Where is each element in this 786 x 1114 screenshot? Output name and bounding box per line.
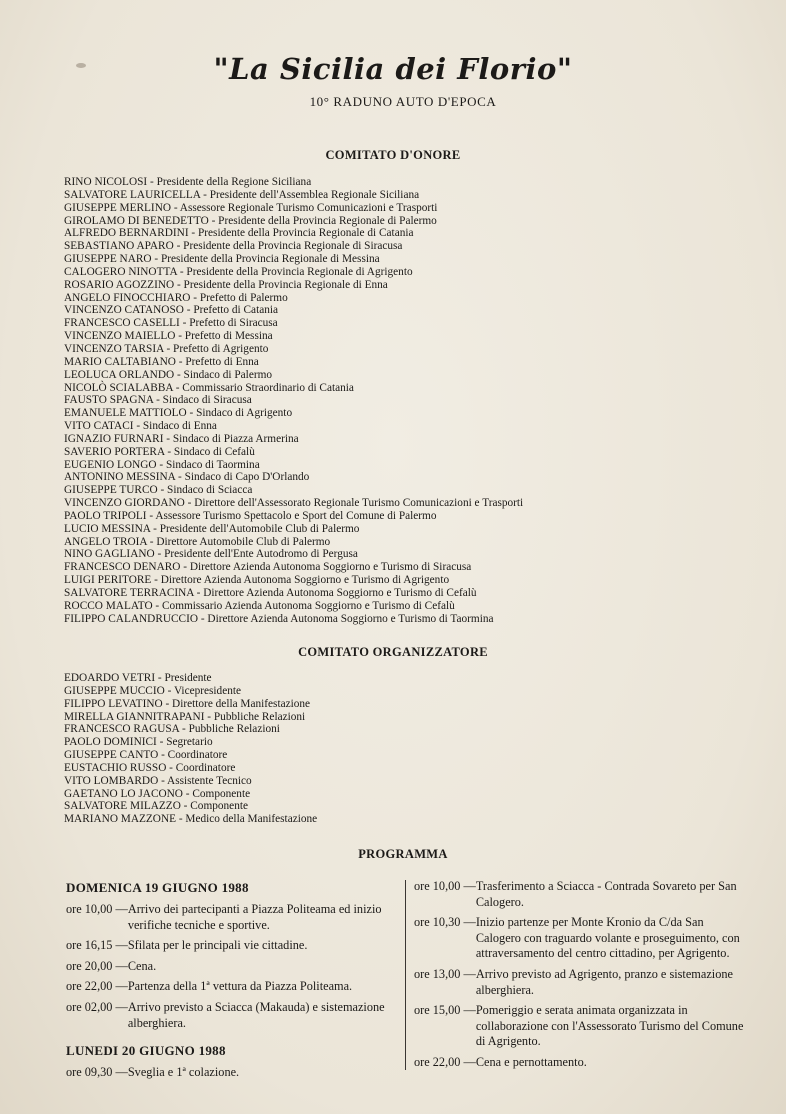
entry-text: Partenza della 1ª vettura da Piazza Politeama. — [127, 979, 353, 994]
entry-time: ore 15,00 — — [414, 1003, 476, 1018]
onore-member: LUCIO MESSINA - Presidente dell'Automobile Club di Palermo — [64, 522, 360, 535]
onore-member: FAUSTO SPAGNA - Sindaco di Siracusa — [64, 394, 252, 407]
entry-time: ore 10,00 — — [414, 879, 476, 893]
right-entry — [414, 915, 744, 962]
organizzatore-member: PAOLO DOMINICI - Segretario — [64, 736, 213, 749]
comitato-organizzatore-list — [64, 672, 317, 826]
right-entries — [414, 879, 744, 1071]
column-divider — [405, 880, 406, 1070]
entry-text: Sveglia e 1ª colazione. — [127, 1065, 240, 1080]
onore-member: EUGENIO LONGO - Sindaco di Taormina — [64, 458, 260, 471]
onore-member: FRANCESCO DENARO - Direttore Azienda Autonoma Soggiorno e Turismo di Siracusa — [64, 561, 472, 574]
onore-member: EMANUELE MATTIOLO - Sindaco di Agrigento — [64, 407, 293, 420]
programma-heading: PROGRAMMA — [358, 847, 448, 861]
day1-entry — [66, 979, 401, 995]
right-entry — [414, 1003, 744, 1050]
onore-member: LUIGI PERITORE - Direttore Azienda Autonoma Soggiorno e Turismo di Agrigento — [64, 574, 450, 587]
organizzatore-member: MARIANO MAZZONE - Medico della Manifestazione — [64, 813, 318, 826]
organizzatore-member: EDOARDO VETRI - Presidente — [64, 672, 212, 684]
entry-text: Arrivo previsto ad Agrigento, pranzo e sistemazione alberghiera. — [475, 966, 733, 997]
entry-time: ore 22,00 — — [414, 1054, 476, 1069]
right-entry — [414, 1055, 744, 1071]
right-entry — [414, 967, 744, 998]
entry-text: Cena e pernottamento. — [475, 1054, 587, 1069]
organizzatore-member: FRANCESCO RAGUSA - Pubbliche Relazioni — [64, 723, 280, 736]
day1-entry — [66, 938, 401, 954]
onore-member: VINCENZO TARSIA - Prefetto di Agrigento — [64, 342, 269, 355]
day1-entry — [66, 1000, 401, 1031]
onore-member: LEOLUCA ORLANDO - Sindaco di Palermo — [64, 368, 273, 381]
entry-time: ore 09,30 — — [66, 1065, 128, 1080]
onore-member: NINO GAGLIANO - Presidente dell'Ente Autodromo di Pergusa — [64, 548, 358, 561]
organizzatore-member: MIRELLA GIANNITRAPANI - Pubbliche Relazioni — [64, 710, 306, 723]
entry-time: ore 10,00 — — [66, 902, 128, 916]
entry-text: Trasferimento a Sciacca - Contrada Sovareto per San Calogero. — [475, 879, 737, 909]
comitato-onore-heading: COMITATO D'ONORE — [325, 148, 461, 162]
onore-member: ANGELO FINOCCHIARO - Prefetto di Palermo — [64, 291, 288, 304]
onore-member: PAOLO TRIPOLI - Assessore Turismo Spettacolo e Sport del Comune di Palermo — [64, 509, 437, 522]
right-entry — [414, 879, 744, 910]
onore-member: SAVERIO PORTERA - Sindaco di Cefalù — [64, 445, 255, 458]
organizzatore-member: GIUSEPPE CANTO - Coordinatore — [64, 749, 228, 762]
day1-entries — [66, 902, 401, 1031]
day1-entry — [66, 959, 401, 975]
onore-member: ANTONINO MESSINA - Sindaco di Capo D'Orlando — [64, 471, 310, 484]
comitato-onore-list — [64, 176, 523, 626]
onore-member: VINCENZO MAIELLO - Prefetto di Messina — [64, 330, 273, 343]
organizzatore-member: SALVATORE MILAZZO - Componente — [64, 800, 248, 813]
onore-member: VINCENZO CATANOSO - Prefetto di Catania — [64, 304, 279, 317]
document-title: "La Sicilia dei Florio" — [213, 52, 573, 86]
onore-member: ANGELO TROIA - Direttore Automobile Club di Palermo — [64, 535, 331, 548]
onore-member: SALVATORE LAURICELLA - Presidente dell'Assemblea Regionale Siciliana — [64, 188, 420, 201]
entry-time: ore 16,15 — — [66, 938, 128, 953]
onore-member: SALVATORE TERRACINA - Direttore Azienda Autonoma Soggiorno e Turismo di Cefalù — [64, 587, 477, 599]
entry-text: Sfilata per le principali vie cittadine. — [127, 938, 308, 953]
onore-member: VINCENZO GIORDANO - Direttore dell'Assessorato Regionale Turismo Comunicazioni e Trasporti — [64, 497, 524, 510]
entry-text: Cena. — [127, 958, 157, 973]
entry-time: ore 13,00 — — [414, 966, 476, 981]
comitato-organizzatore-heading: COMITATO ORGANIZZATORE — [298, 645, 488, 659]
onore-member: MARIO CALTABIANO - Prefetto di Enna — [64, 355, 259, 368]
entry-text: Inizio partenze per Monte Kronio da C/da San Calogero con traguardo volante e proseguimento, con attraversamento del centro cittadino, per Agrigento. — [475, 915, 740, 961]
entry-text: Pomeriggio e serata animata organizzata in collaborazione con l'Assessorato Turismo del Comune di Agrigento. — [475, 1003, 744, 1049]
programma-right-column — [414, 879, 744, 1076]
onore-member: GIUSEPPE NARO - Presidente della Provincia Regionale di Messina — [64, 253, 380, 266]
programma-left-column — [66, 880, 401, 1086]
onore-member: GIUSEPPE MERLINO - Assessore Regionale Turismo Comunicazioni e Trasporti — [64, 201, 438, 214]
organizzatore-member: GAETANO LO JACONO - Componente — [64, 787, 251, 800]
organizzatore-member: GIUSEPPE MUCCIO - Vicepresidente — [64, 684, 242, 697]
organizzatore-member: FILIPPO LEVATINO - Direttore della Manifestazione — [64, 697, 311, 710]
onore-member: CALOGERO NINOTTA - Presidente della Provincia Regionale di Agrigento — [64, 265, 413, 278]
onore-member: ALFREDO BERNARDINI - Presidente della Provincia Regionale di Catania — [64, 227, 414, 240]
day1-entry — [66, 902, 401, 933]
onore-member: VITO CATACI - Sindaco di Enna — [64, 420, 217, 433]
onore-member: ROSARIO AGOZZINO - Presidente della Provincia Regionale di Enna — [64, 278, 388, 291]
onore-member: SEBASTIANO APARO - Presidente della Provincia Regionale di Siracusa — [64, 240, 403, 253]
onore-member: FILIPPO CALANDRUCCIO - Direttore Azienda Autonoma Soggiorno e Turismo di Taormina — [64, 612, 494, 625]
onore-member: GIUSEPPE TURCO - Sindaco di Sciacca — [64, 484, 253, 497]
day2-title: LUNEDI 20 GIUGNO 1988 — [66, 1043, 226, 1059]
organizzatore-member: VITO LOMBARDO - Assistente Tecnico — [64, 774, 252, 787]
entry-time: ore 02,00 — — [66, 999, 128, 1014]
onore-member: FRANCESCO CASELLI - Prefetto di Siracusa — [64, 317, 278, 330]
day2-entries — [66, 1065, 401, 1081]
entry-text: Arrivo dei partecipanti a Piazza Politeama ed inizio verifiche tecniche e sportive. — [127, 902, 382, 932]
onore-member: GIROLAMO DI BENEDETTO - Presidente della Provincia Regionale di Palermo — [64, 214, 437, 227]
onore-member: RINO NICOLOSI - Presidente della Regione Siciliana — [64, 176, 312, 188]
onore-member: IGNAZIO FURNARI - Sindaco di Piazza Armerina — [64, 432, 299, 445]
organizzatore-member: EUSTACHIO RUSSO - Coordinatore — [64, 761, 236, 774]
document-subtitle: 10° RADUNO AUTO D'EPOCA — [309, 94, 497, 109]
day1-title: DOMENICA 19 GIUGNO 1988 — [66, 880, 249, 895]
onore-member: ROCCO MALATO - Commissario Azienda Autonoma Soggiorno e Turismo di Cefalù — [64, 599, 455, 612]
entry-time: ore 22,00 — — [66, 979, 128, 994]
entry-text: Arrivo previsto a Sciacca (Makauda) e sistemazione alberghiera. — [127, 999, 385, 1030]
onore-member: NICOLÒ SCIALABBA - Commissario Straordinario di Catania — [64, 381, 354, 394]
entry-time: ore 20,00 — — [66, 958, 128, 973]
entry-time: ore 10,30 — — [414, 915, 476, 930]
day2-entry — [66, 1065, 401, 1081]
